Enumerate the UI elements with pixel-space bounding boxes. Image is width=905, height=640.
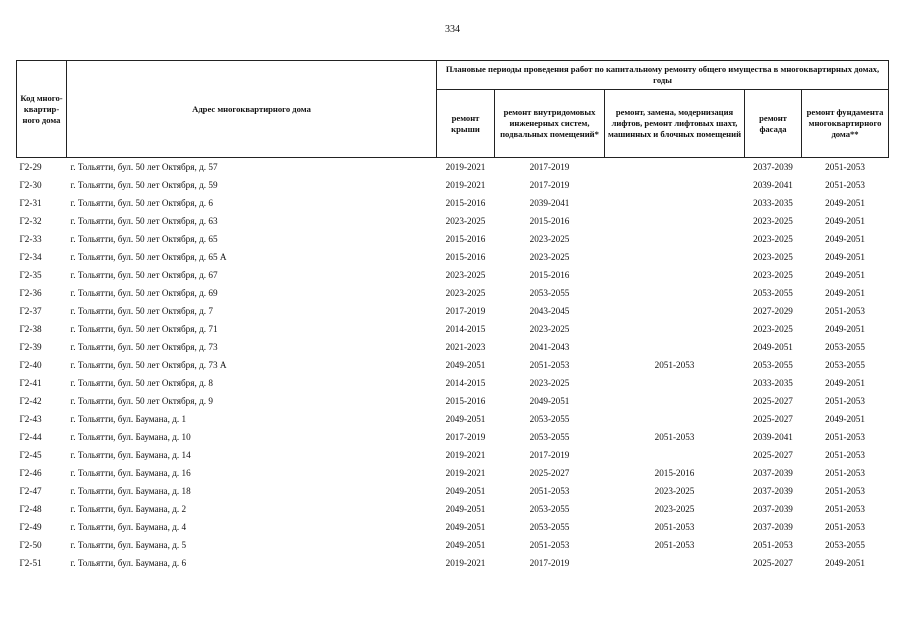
cell-code: Г2-30 [19, 180, 42, 190]
table-body [17, 158, 889, 573]
cell-foundation: 2049-2051 [825, 288, 865, 298]
cell-engineering: 2017-2019 [529, 162, 570, 172]
cell-code: Г2-40 [19, 360, 42, 370]
table-row [17, 428, 889, 446]
cell-engineering: 2015-2016 [529, 270, 570, 280]
cell-address: г. Тольятти, бул. 50 лет Октября, д. 71 [70, 324, 218, 334]
cell-roof: 2049-2051 [445, 540, 486, 550]
cell-facade: 2037-2039 [753, 468, 793, 478]
cell-code: Г2-49 [19, 522, 42, 532]
table-row [17, 536, 889, 554]
cell-address: г. Тольятти, бул. 50 лет Октября, д. 57 [70, 162, 218, 172]
cell-address: г. Тольятти, бул. 50 лет Октября, д. 63 [70, 216, 218, 226]
cell-elevators [605, 158, 745, 177]
cell-engineering: 2017-2019 [529, 558, 570, 568]
cell-elevators: 2015-2016 [654, 468, 695, 478]
cell-elevators [605, 374, 745, 392]
cell-address: г. Тольятти, бул. Баумана, д. 10 [70, 432, 191, 442]
cell-code: Г2-39 [19, 342, 42, 352]
cell-foundation: 2049-2051 [825, 234, 865, 244]
cell-foundation: 2051-2053 [825, 468, 865, 478]
table-row [17, 284, 889, 302]
cell-address: г. Тольятти, бул. Баумана, д. 5 [70, 540, 187, 550]
table-header [17, 61, 889, 158]
cell-foundation: 2049-2051 [825, 558, 865, 568]
cell-roof: 2049-2051 [445, 522, 486, 532]
cell-facade: 2023-2025 [753, 324, 793, 334]
cell-facade: 2039-2041 [753, 180, 793, 190]
cell-address: г. Тольятти, бул. 50 лет Октября, д. 67 [70, 270, 218, 280]
cell-roof: 2017-2019 [445, 306, 486, 316]
cell-facade: 2051-2053 [753, 540, 793, 550]
table-row [17, 446, 889, 464]
cell-elevators: 2051-2053 [654, 432, 695, 442]
cell-roof: 2019-2021 [445, 162, 486, 172]
cell-foundation: 2051-2053 [825, 162, 865, 172]
table-row [17, 338, 889, 356]
cell-foundation: 2049-2051 [825, 414, 865, 424]
cell-roof: 2014-2015 [445, 378, 486, 388]
cell-elevators [605, 410, 745, 428]
cell-roof: 2023-2025 [445, 216, 486, 226]
cell-address: г. Тольятти, бул. 50 лет Октября, д. 59 [70, 180, 218, 190]
header-facade: ремонт фасада [745, 90, 802, 158]
cell-elevators [605, 194, 745, 212]
page-number: 334 [445, 24, 460, 35]
cell-facade: 2037-2039 [753, 162, 793, 172]
table-row [17, 194, 889, 212]
cell-elevators [605, 248, 745, 266]
cell-code: Г2-34 [19, 252, 42, 262]
cell-engineering: 2053-2055 [529, 522, 570, 532]
cell-address: г. Тольятти, бул. 50 лет Октября, д. 7 [70, 306, 213, 316]
cell-code: Г2-29 [19, 162, 42, 172]
cell-elevators [605, 284, 745, 302]
cell-roof: 2049-2051 [445, 360, 486, 370]
header-code: Код много-квартир-ного дома [17, 61, 67, 158]
cell-engineering: 2049-2051 [529, 396, 570, 406]
cell-elevators [605, 212, 745, 230]
cell-facade: 2025-2027 [753, 558, 793, 568]
table-row [17, 320, 889, 338]
cell-code: Г2-33 [19, 234, 42, 244]
cell-engineering: 2053-2055 [529, 414, 570, 424]
table-row [17, 392, 889, 410]
header-planned-periods: Плановые периоды проведения работ по капитальному ремонту общего имущества в многоквартирных домах, годы [437, 61, 889, 90]
cell-engineering: 2039-2041 [529, 198, 570, 208]
cell-code: Г2-47 [19, 486, 42, 496]
cell-roof: 2021-2023 [445, 342, 486, 352]
cell-address: г. Тольятти, бул. 50 лет Октября, д. 73 [70, 342, 218, 352]
cell-code: Г2-42 [19, 396, 42, 406]
cell-foundation: 2049-2051 [825, 324, 865, 334]
cell-engineering: 2023-2025 [529, 234, 570, 244]
table-row [17, 230, 889, 248]
cell-foundation: 2053-2055 [825, 360, 865, 370]
cell-foundation: 2051-2053 [825, 450, 865, 460]
cell-address: г. Тольятти, бул. 50 лет Октября, д. 9 [70, 396, 213, 406]
cell-facade: 2023-2025 [753, 252, 793, 262]
cell-foundation: 2051-2053 [825, 306, 865, 316]
header-elevators: ремонт, замена, модернизация лифтов, ремонт лифтовых шахт, машинных и блочных помещений [605, 90, 745, 158]
header-address: Адрес многоквартирного дома [67, 61, 437, 158]
cell-elevators: 2023-2025 [654, 504, 695, 514]
cell-foundation: 2053-2055 [825, 342, 865, 352]
cell-code: Г2-43 [19, 414, 42, 424]
cell-facade: 2037-2039 [753, 522, 793, 532]
cell-facade: 2023-2025 [753, 270, 793, 280]
cell-roof: 2015-2016 [445, 234, 486, 244]
capital-repair-table [16, 60, 889, 572]
cell-code: Г2-31 [19, 198, 42, 208]
cell-code: Г2-32 [19, 216, 42, 226]
cell-roof: 2019-2021 [445, 180, 486, 190]
cell-engineering: 2043-2045 [529, 306, 570, 316]
cell-roof: 2014-2015 [445, 324, 486, 334]
cell-address: г. Тольятти, бул. Баумана, д. 4 [70, 522, 187, 532]
cell-facade: 2033-2035 [753, 378, 793, 388]
cell-code: Г2-35 [19, 270, 42, 280]
cell-elevators [605, 446, 745, 464]
cell-facade: 2037-2039 [753, 504, 793, 514]
cell-roof: 2049-2051 [445, 504, 486, 514]
cell-engineering: 2023-2025 [529, 324, 570, 334]
cell-engineering: 2017-2019 [529, 180, 570, 190]
table-row [17, 500, 889, 518]
cell-foundation: 2053-2055 [825, 540, 865, 550]
cell-engineering: 2017-2019 [529, 450, 570, 460]
cell-foundation: 2051-2053 [825, 180, 865, 190]
cell-elevators [605, 392, 745, 410]
cell-engineering: 2051-2053 [529, 486, 570, 496]
cell-foundation: 2051-2053 [825, 396, 865, 406]
cell-engineering: 2015-2016 [529, 216, 570, 226]
cell-elevators [605, 554, 745, 572]
cell-code: Г2-44 [19, 432, 42, 442]
cell-address: г. Тольятти, бул. Баумана, д. 2 [70, 504, 187, 514]
cell-address: г. Тольятти, бул. 50 лет Октября, д. 6 [70, 198, 213, 208]
table-row [17, 176, 889, 194]
cell-roof: 2019-2021 [445, 450, 486, 460]
cell-code: Г2-38 [19, 324, 42, 334]
cell-elevators [605, 230, 745, 248]
cell-address: г. Тольятти, бул. Баумана, д. 18 [70, 486, 191, 496]
cell-code: Г2-50 [19, 540, 42, 550]
cell-facade: 2025-2027 [753, 414, 793, 424]
cell-facade: 2049-2051 [753, 342, 793, 352]
header-foundation: ремонт фундамента многоквартирного дома** [802, 90, 889, 158]
cell-code: Г2-51 [19, 558, 42, 568]
cell-roof: 2049-2051 [445, 486, 486, 496]
cell-foundation: 2051-2053 [825, 486, 865, 496]
cell-engineering: 2053-2055 [529, 432, 570, 442]
cell-roof: 2019-2021 [445, 558, 486, 568]
table-row [17, 302, 889, 320]
table-row [17, 356, 889, 374]
cell-engineering: 2025-2027 [529, 468, 570, 478]
table-row [17, 410, 889, 428]
cell-code: Г2-36 [19, 288, 42, 298]
cell-roof: 2023-2025 [445, 288, 486, 298]
cell-elevators: 2051-2053 [654, 360, 695, 370]
cell-elevators: 2051-2053 [654, 522, 695, 532]
cell-address: г. Тольятти, бул. Баумана, д. 14 [70, 450, 191, 460]
cell-facade: 2023-2025 [753, 216, 793, 226]
cell-foundation: 2051-2053 [825, 432, 865, 442]
cell-elevators: 2023-2025 [654, 486, 695, 496]
cell-foundation: 2049-2051 [825, 216, 865, 226]
table-row [17, 248, 889, 266]
cell-facade: 2025-2027 [753, 450, 793, 460]
cell-code: Г2-45 [19, 450, 42, 460]
cell-elevators [605, 302, 745, 320]
cell-address: г. Тольятти, бул. 50 лет Октября, д. 65 А [70, 252, 227, 262]
cell-elevators: 2051-2053 [654, 540, 695, 550]
cell-engineering: 2041-2043 [529, 342, 570, 352]
cell-facade: 2039-2041 [753, 432, 793, 442]
cell-address: г. Тольятти, бул. Баумана, д. 16 [70, 468, 191, 478]
cell-roof: 2019-2021 [445, 468, 486, 478]
cell-engineering: 2051-2053 [529, 540, 570, 550]
cell-address: г. Тольятти, бул. Баумана, д. 1 [70, 414, 187, 424]
cell-engineering: 2051-2053 [529, 360, 570, 370]
cell-code: Г2-41 [19, 378, 42, 388]
cell-roof: 2049-2051 [445, 414, 486, 424]
cell-foundation: 2049-2051 [825, 198, 865, 208]
cell-address: г. Тольятти, бул. 50 лет Октября, д. 65 [70, 234, 218, 244]
cell-facade: 2053-2055 [753, 288, 793, 298]
table-row [17, 518, 889, 536]
cell-facade: 2027-2029 [753, 306, 793, 316]
table-row [17, 554, 889, 572]
cell-address: г. Тольятти, бул. 50 лет Октября, д. 73 А [70, 360, 227, 370]
cell-elevators [605, 338, 745, 356]
cell-address: г. Тольятти, бул. 50 лет Октября, д. 8 [70, 378, 213, 388]
cell-facade: 2025-2027 [753, 396, 793, 406]
cell-engineering: 2023-2025 [529, 252, 570, 262]
table-row [17, 266, 889, 284]
cell-elevators [605, 176, 745, 194]
cell-foundation: 2051-2053 [825, 522, 865, 532]
cell-facade: 2053-2055 [753, 360, 793, 370]
cell-foundation: 2049-2051 [825, 270, 865, 280]
cell-engineering: 2053-2055 [529, 504, 570, 514]
header-engineering: ремонт внутридомовых инженерных систем, подвальных помещений* [495, 90, 605, 158]
cell-foundation: 2051-2053 [825, 504, 865, 514]
cell-roof: 2015-2016 [445, 396, 486, 406]
table-row [17, 482, 889, 500]
table-row [17, 212, 889, 230]
table-row [17, 158, 889, 177]
cell-facade: 2023-2025 [753, 234, 793, 244]
table-row [17, 464, 889, 482]
cell-roof: 2023-2025 [445, 270, 486, 280]
cell-elevators [605, 320, 745, 338]
cell-elevators [605, 266, 745, 284]
cell-address: г. Тольятти, бул. 50 лет Октября, д. 69 [70, 288, 218, 298]
cell-foundation: 2049-2051 [825, 378, 865, 388]
cell-facade: 2033-2035 [753, 198, 793, 208]
cell-code: Г2-46 [19, 468, 42, 478]
cell-code: Г2-48 [19, 504, 42, 514]
cell-roof: 2017-2019 [445, 432, 486, 442]
cell-roof: 2015-2016 [445, 252, 486, 262]
table-row [17, 374, 889, 392]
cell-foundation: 2049-2051 [825, 252, 865, 262]
header-roof: ремонт крыши [437, 90, 495, 158]
cell-engineering: 2053-2055 [529, 288, 570, 298]
cell-code: Г2-37 [19, 306, 42, 316]
cell-roof: 2015-2016 [445, 198, 486, 208]
cell-engineering: 2023-2025 [529, 378, 570, 388]
cell-facade: 2037-2039 [753, 486, 793, 496]
cell-address: г. Тольятти, бул. Баумана, д. 6 [70, 558, 187, 568]
